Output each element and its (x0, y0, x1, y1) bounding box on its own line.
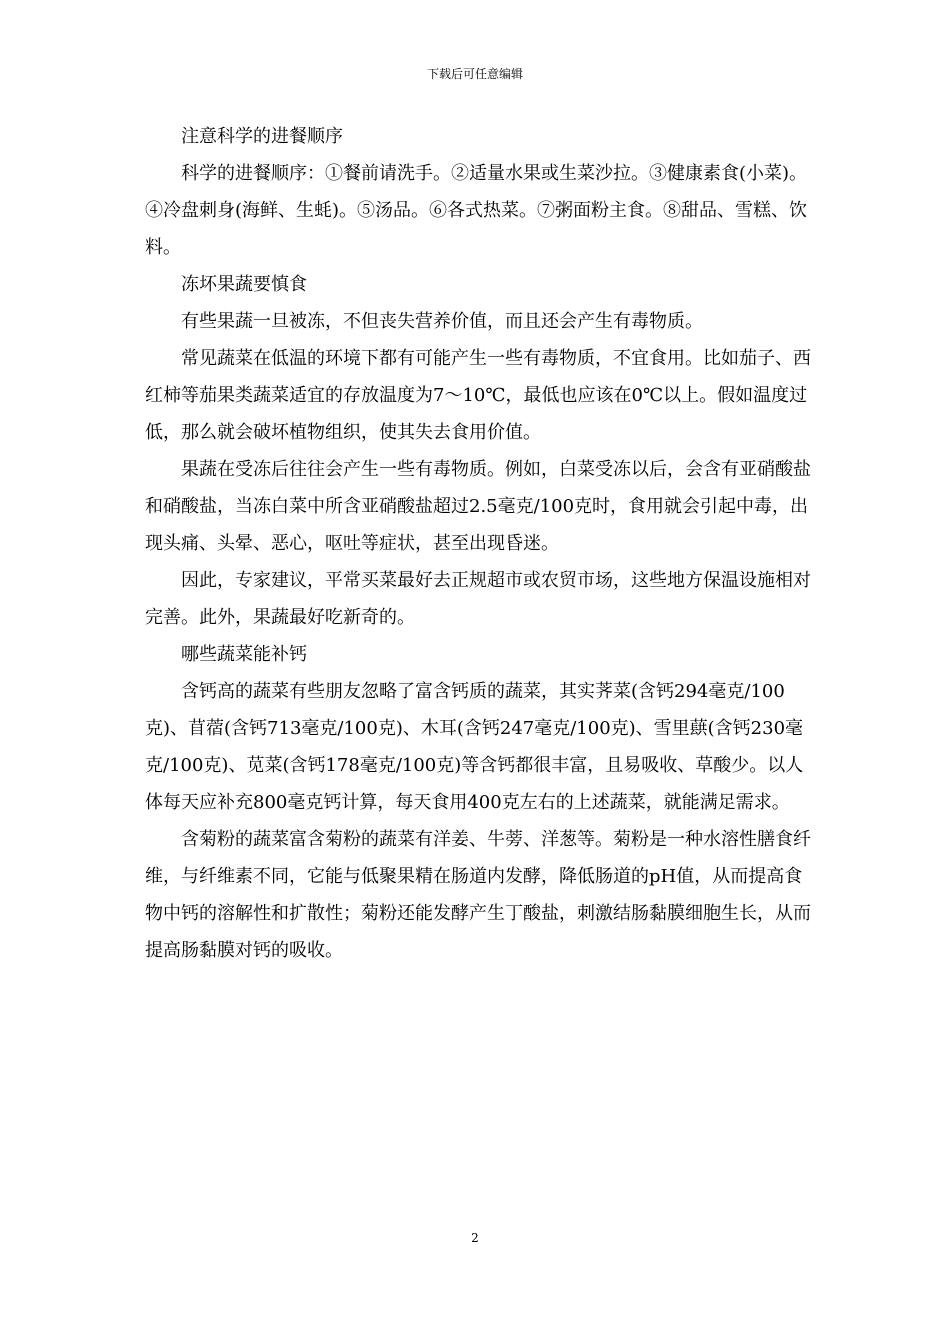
paragraph-frozen-intro: 有些果蔬一旦被冻，不但丧失营养价值，而且还会产生有毒物质。 (181, 311, 703, 332)
page-number: 2 (471, 1231, 479, 1245)
paragraph-calcium-rich: 含钙高的蔬菜有些朋友忽略了富含钙质的蔬菜，其实荠菜(含钙294毫克/100克)、苜蓿(含钙713毫克/100克)、木耳(含钙247毫克/100克)、雪里蕻(含钙230毫克/100克)、苋菜(含钙178毫克/100克)等含钙都很丰富，且易吸收、草酸少。以人体每天应补充800毫克钙计算，每天食用400克左右的上述蔬菜，就能满足需求。 (145, 681, 804, 813)
page-header: 下载后可任意编辑 (426, 67, 523, 81)
paragraph-dining-order: 科学的进餐顺序：①餐前请洗手。②适量水果或生菜沙拉。③健康素食(小菜)。④冷盘刺身(海鲜、生蚝)。⑤汤品。⑥各式热菜。⑦粥面粉主食。⑧甜品、雪糕、饮料。 (145, 163, 808, 258)
paragraph-inulin: 含菊粉的蔬菜富含菊粉的蔬菜有洋姜、牛蒡、洋葱等。菊粉是一种水溶性膳食纤维，与纤维素不同，它能与低聚果精在肠道内发酵，降低肠道的pH值，从而提高食物中钙的溶解性和扩散性；菊粉还能发酵产生丁酸盐，刺激结肠黏膜细胞生长，从而提高肠黏膜对钙的吸收。 (145, 829, 811, 961)
section-heading-calcium-vegetables: 哪些蔬菜能补钙 (181, 644, 307, 665)
paragraph-frozen-advice: 因此，专家建议，平常买菜最好去正规超市或农贸市场，这些地方保温设施相对完善。此外，果蔬最好吃新奇的。 (145, 570, 811, 628)
section-heading-frozen-produce: 冻坏果蔬要慎食 (181, 274, 307, 295)
paragraph-frozen-toxins: 果蔬在受冻后往往会产生一些有毒物质。例如，白菜受冻以后，会含有亚硝酸盐和硝酸盐，当冻白菜中所含亚硝酸盐超过2.5毫克/100克时，食用就会引起中毒，出现头痛、头晕、恶心，呕吐等症状，甚至出现昏迷。 (145, 459, 811, 554)
section-heading-dining-order: 注意科学的进餐顺序 (181, 126, 343, 147)
paragraph-frozen-temperature: 常见蔬菜在低温的环境下都有可能产生一些有毒物质，不宜食用。比如茄子、西红柿等茄果类蔬菜适宜的存放温度为7～10℃，最低也应该在0℃以上。假如温度过低，那么就会破坏植物组织，使其失去食用价值。 (145, 348, 811, 443)
document-body (145, 118, 817, 969)
